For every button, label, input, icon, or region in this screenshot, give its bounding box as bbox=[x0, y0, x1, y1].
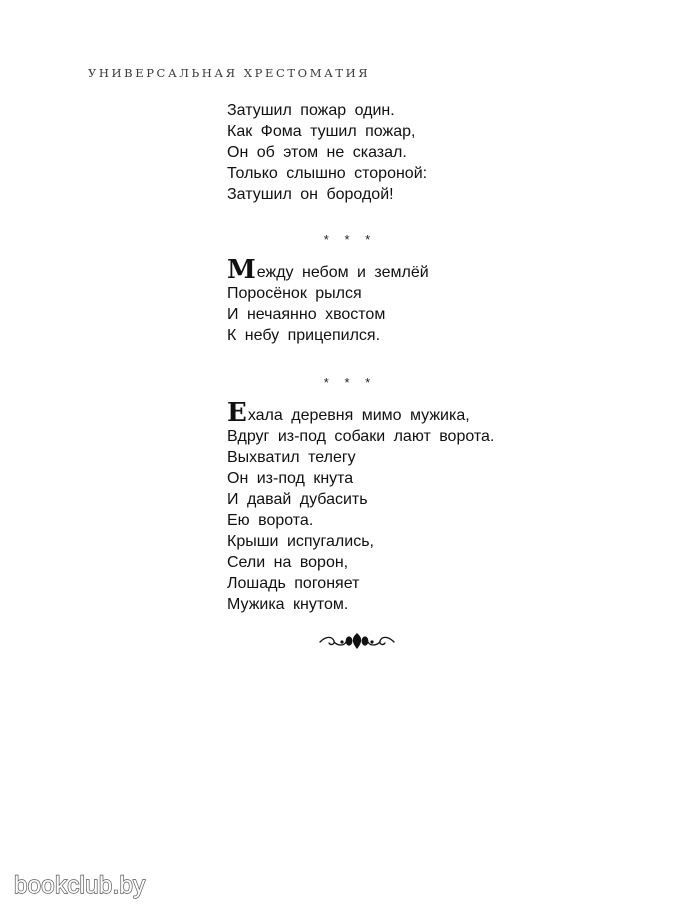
poem-line: Поросёнок рылся bbox=[227, 285, 362, 302]
poem-line: Выхватил телегу bbox=[227, 449, 356, 466]
drop-cap: М bbox=[227, 255, 256, 285]
poem-line: Только слышно стороной: bbox=[227, 165, 428, 182]
asterism-separator: * * * bbox=[323, 232, 377, 247]
poem-line: Ею ворота. bbox=[227, 512, 314, 529]
poem-line: Он об этом не сказал. bbox=[227, 144, 407, 161]
poem-between-sky-and-earth bbox=[227, 255, 429, 346]
poem-line: Лошадь погоняет bbox=[227, 575, 360, 592]
poem-line: И давай дубасить bbox=[227, 491, 368, 508]
asterism-separator: * * * bbox=[323, 375, 377, 390]
poem-line: Как Фома тушил пожар, bbox=[227, 123, 416, 140]
poem-line: Мужика кнутом. bbox=[227, 596, 349, 613]
poem-line: Затушил он бородой! bbox=[227, 186, 394, 203]
poem-first-line bbox=[227, 398, 494, 428]
running-header: УНИВЕРСАЛЬНАЯ ХРЕСТОМАТИЯ bbox=[88, 66, 371, 80]
poem-line: К небу прицепился. bbox=[227, 327, 381, 344]
flourish-ornament-icon bbox=[318, 630, 396, 652]
poem-first-line bbox=[227, 255, 429, 285]
poem-line: Затушил пожар один. bbox=[227, 102, 395, 119]
poem-line: Вдруг из-под собаки лают ворота. bbox=[227, 428, 495, 445]
poem-line: Сели на ворон, bbox=[227, 554, 349, 571]
poem-line: Крыши испугались, bbox=[227, 533, 374, 550]
poem-line: И нечаянно хвостом bbox=[227, 306, 386, 323]
poem-line-rest: ежду небом и землёй bbox=[256, 264, 429, 281]
poem-line-rest: хала деревня мимо мужика, bbox=[247, 407, 470, 424]
poem-line: Он из-под кнута bbox=[227, 470, 354, 487]
drop-cap: Е bbox=[227, 398, 247, 428]
watermark: bookclub.by bbox=[14, 872, 146, 899]
poem-village-rode bbox=[227, 398, 495, 615]
poem-continuation bbox=[227, 100, 427, 205]
